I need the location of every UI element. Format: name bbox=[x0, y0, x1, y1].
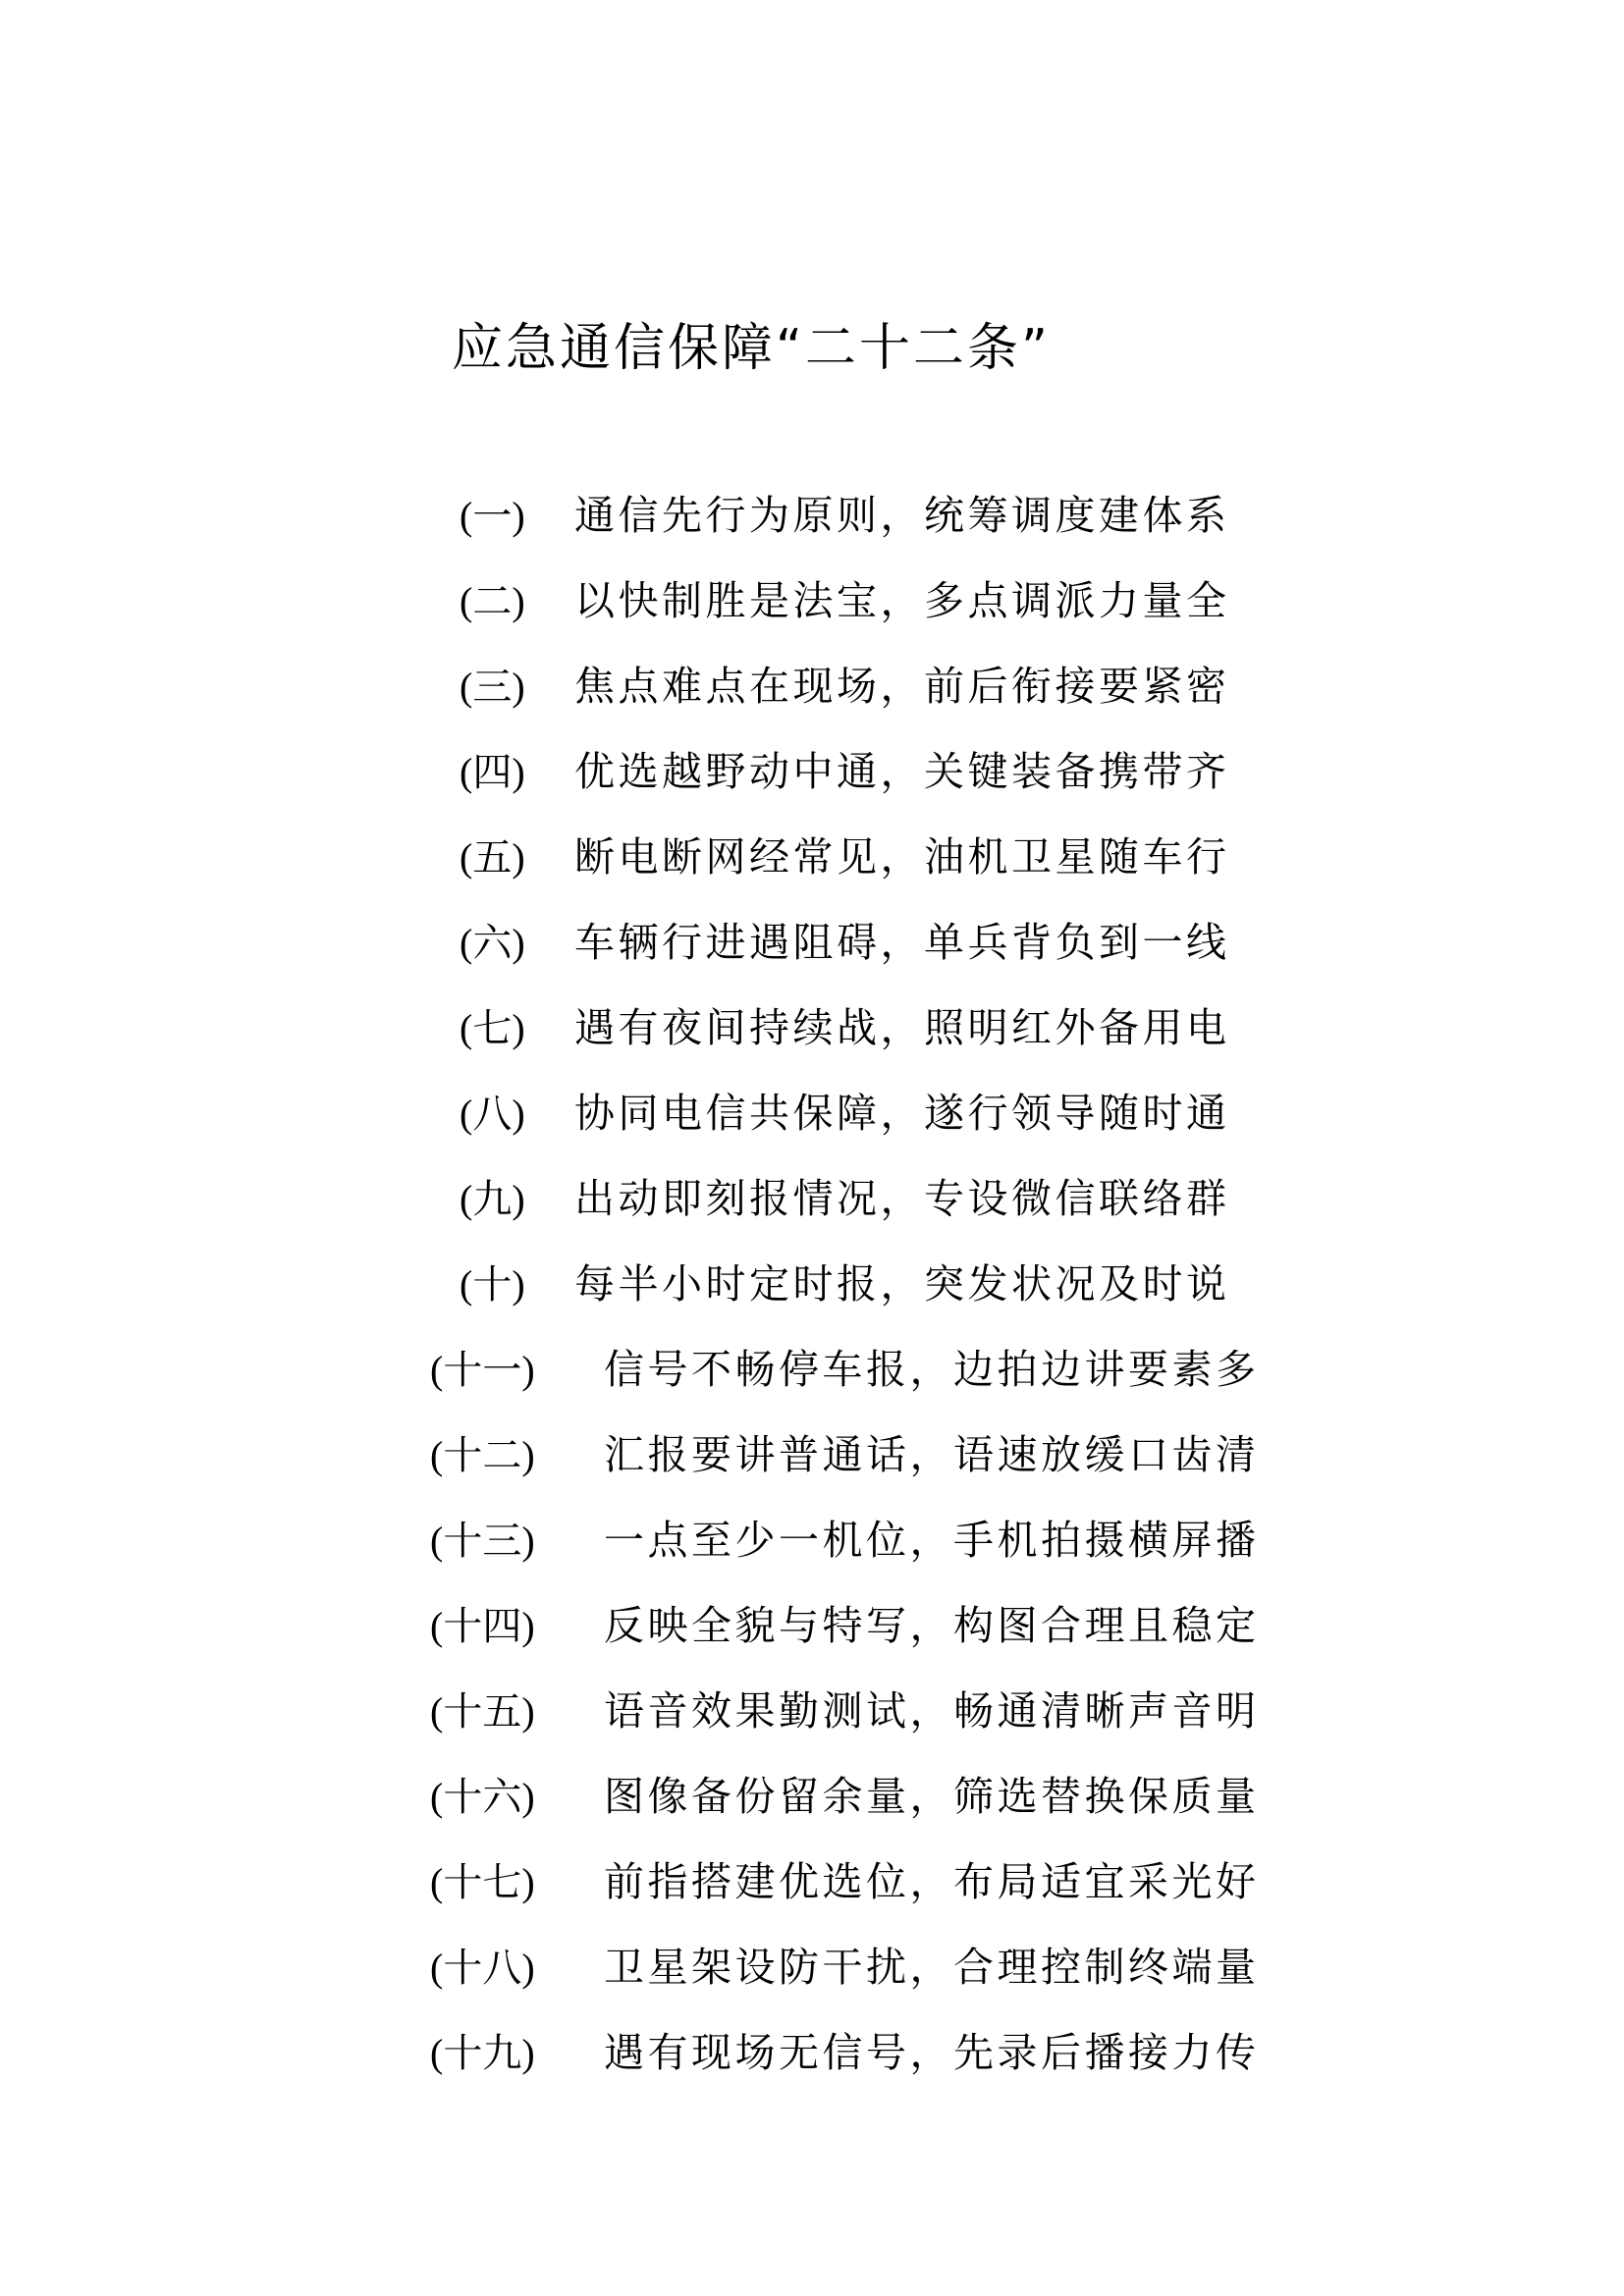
item-number: (七) bbox=[460, 1006, 525, 1050]
list-item bbox=[0, 644, 1624, 729]
item-text: 断电断网经常见，油机卫星随车行 bbox=[574, 833, 1230, 881]
item-text: 出动即刻报情况，专设微信联络群 bbox=[574, 1175, 1230, 1222]
list-item bbox=[0, 1669, 1624, 1754]
item-text: 语音效果勤测试，畅通清晰声音明 bbox=[604, 1687, 1260, 1735]
item-text: 遇有现场无信号，先录后播接力传 bbox=[604, 2029, 1260, 2076]
list-item bbox=[0, 815, 1624, 900]
item-number: (十九) bbox=[430, 2031, 535, 2075]
document-title: 应急通信保障“二十二条” bbox=[452, 319, 1051, 378]
item-text: 焦点难点在现场，前后衔接要紧密 bbox=[574, 663, 1230, 710]
item-text: 协同电信共保障，遂行领导随时通 bbox=[574, 1090, 1230, 1137]
item-number: (四) bbox=[460, 750, 525, 794]
item-number: (六) bbox=[460, 921, 525, 965]
item-text: 前指搭建优选位，布局适宜采光好 bbox=[604, 1858, 1260, 1905]
item-number: (八) bbox=[460, 1092, 525, 1136]
list-item bbox=[0, 1413, 1624, 1498]
item-text: 遇有夜间持续战，照明红外备用电 bbox=[574, 1004, 1230, 1051]
item-text: 一点至少一机位，手机拍摄横屏播 bbox=[604, 1517, 1260, 1564]
item-text: 优选越野动中通，关键装备携带齐 bbox=[574, 748, 1230, 795]
list-item bbox=[0, 729, 1624, 815]
item-text: 卫星架设防干扰，合理控制终端量 bbox=[604, 1944, 1260, 1991]
list-item bbox=[0, 900, 1624, 986]
item-number: (五) bbox=[460, 835, 525, 880]
item-number: (十二) bbox=[430, 1433, 535, 1477]
item-text: 以快制胜是法宝，多点调派力量全 bbox=[574, 577, 1230, 624]
list-item bbox=[0, 1754, 1624, 1840]
item-number: (二) bbox=[460, 579, 525, 623]
item-text: 反映全貌与特写，构图合理且稳定 bbox=[604, 1602, 1260, 1649]
item-number: (十) bbox=[460, 1262, 525, 1307]
item-number: (十八) bbox=[430, 1946, 535, 1990]
item-text: 信号不畅停车报，边拍边讲要素多 bbox=[604, 1346, 1260, 1393]
list-item bbox=[0, 1498, 1624, 1583]
list-item bbox=[0, 1327, 1624, 1413]
item-number: (三) bbox=[460, 665, 525, 709]
item-text: 每半小时定时报，突发状况及时说 bbox=[574, 1260, 1230, 1308]
list-item bbox=[0, 986, 1624, 1071]
list-item bbox=[0, 1925, 1624, 2010]
item-number: (十七) bbox=[430, 1860, 535, 1904]
item-number: (十一) bbox=[430, 1348, 535, 1392]
item-number: (十四) bbox=[430, 1604, 535, 1648]
list-item bbox=[0, 1840, 1624, 1925]
list-item bbox=[0, 559, 1624, 644]
item-number: (九) bbox=[460, 1177, 525, 1221]
list-item bbox=[0, 2010, 1624, 2096]
item-number: (十五) bbox=[430, 1689, 535, 1734]
item-text: 汇报要讲普通话，语速放缓口齿清 bbox=[604, 1431, 1260, 1478]
list-item bbox=[0, 1583, 1624, 1669]
list-item bbox=[0, 1071, 1624, 1156]
rules-list bbox=[0, 473, 1624, 2096]
list-item bbox=[0, 1242, 1624, 1327]
item-number: (十三) bbox=[430, 1519, 535, 1563]
item-text: 车辆行进遇阻碍，单兵背负到一线 bbox=[574, 919, 1230, 966]
list-item bbox=[0, 473, 1624, 559]
item-text: 通信先行为原则，统筹调度建体系 bbox=[574, 492, 1230, 539]
item-text: 图像备份留余量，筛选替换保质量 bbox=[604, 1773, 1260, 1820]
list-item bbox=[0, 1156, 1624, 1242]
item-number: (十六) bbox=[430, 1775, 535, 1819]
item-number: (一) bbox=[460, 494, 525, 538]
